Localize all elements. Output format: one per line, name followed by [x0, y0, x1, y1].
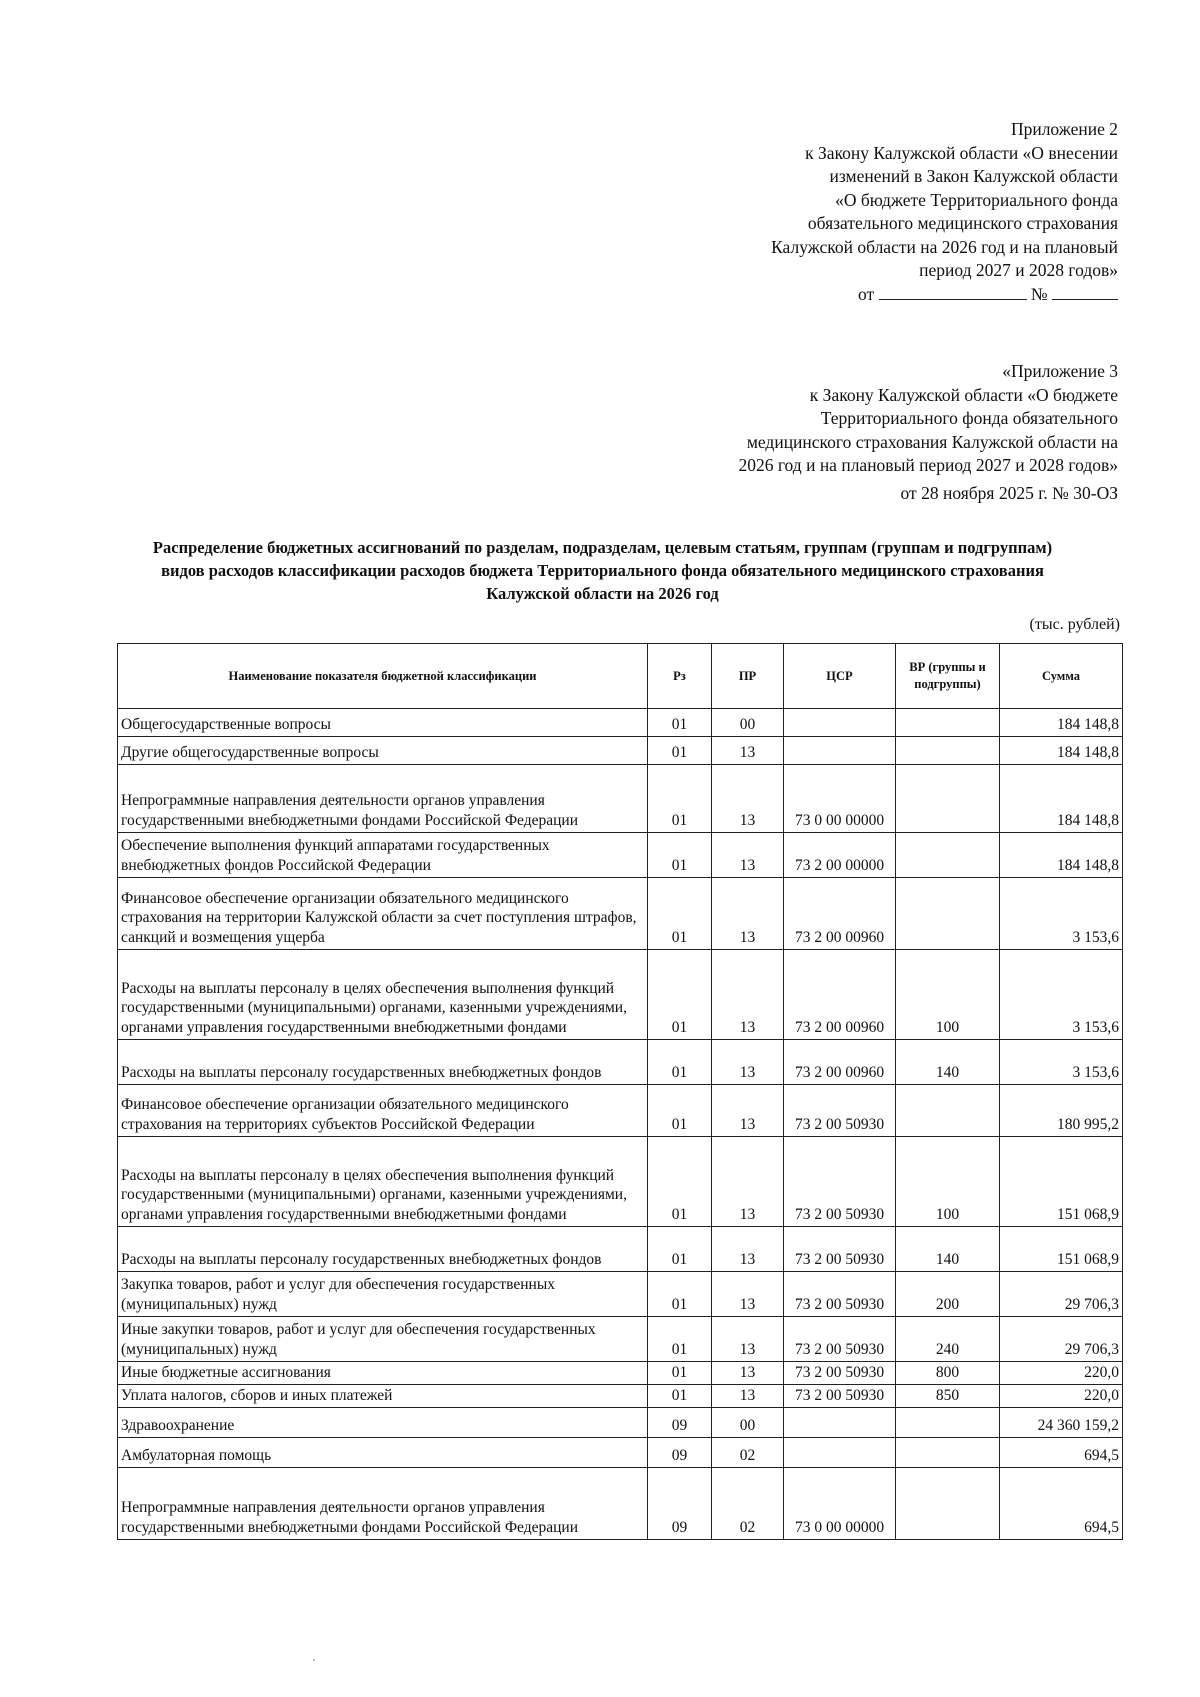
appendix-3-header [738, 360, 1118, 505]
cell-pr: 13 [712, 1362, 784, 1385]
cell-rz: 01 [648, 950, 712, 1040]
header-line: к Закону Калужской области «О бюджете [809, 384, 1118, 405]
cell-rz: 01 [648, 878, 712, 950]
from-label: от [858, 283, 875, 304]
cell-pr: 13 [712, 1137, 784, 1227]
table-row [118, 709, 1123, 737]
cell-sum: 151 068,9 [1000, 1137, 1123, 1227]
cell-sum: 3 153,6 [1000, 1040, 1123, 1085]
table-row [118, 737, 1123, 765]
date-blank [879, 287, 1027, 300]
cell-name: Здравоохранение [118, 1408, 648, 1438]
table-row [118, 1385, 1123, 1408]
cell-pr: 13 [712, 950, 784, 1040]
cell-rz: 01 [648, 1362, 712, 1385]
cell-name: Общегосударственные вопросы [118, 709, 648, 737]
number-label: № [1030, 283, 1048, 304]
cell-name: Финансовое обеспечение организации обязательного медицинского страхования на территориях субъектов Российской Федерации [118, 1085, 648, 1137]
scan-speck [313, 1659, 315, 1661]
cell-csr: 73 2 00 50930 [784, 1272, 896, 1317]
cell-name: Расходы на выплаты персоналу в целях обеспечения выполнения функций государственными (муниципальными) органами, казенными учреждениями, органами управления государственными внебюджетными фондами [118, 1137, 648, 1227]
cell-rz: 01 [648, 1317, 712, 1362]
cell-pr: 13 [712, 1272, 784, 1317]
cell-sum: 180 995,2 [1000, 1085, 1123, 1137]
cell-vr: 850 [896, 1385, 1000, 1408]
cell-name: Иные закупки товаров, работ и услуг для обеспечения государственных (муниципальных) нужд [118, 1317, 648, 1362]
cell-vr [896, 765, 1000, 833]
cell-pr: 13 [712, 737, 784, 765]
cell-name: Расходы на выплаты персоналу государственных внебюджетных фондов [118, 1227, 648, 1272]
cell-csr: 73 2 00 50930 [784, 1317, 896, 1362]
cell-vr [896, 709, 1000, 737]
cell-name: Иные бюджетные ассигнования [118, 1362, 648, 1385]
header-line: «Приложение 3 [1002, 361, 1118, 381]
cell-sum: 3 153,6 [1000, 878, 1123, 950]
table-row [118, 1040, 1123, 1085]
header-line: «О бюджете Территориального фонда [835, 189, 1118, 210]
cell-vr [896, 1408, 1000, 1438]
cell-pr: 13 [712, 1085, 784, 1137]
header-line: изменений в Закон Калужской области [829, 166, 1118, 186]
cell-rz: 01 [648, 765, 712, 833]
cell-csr: 73 0 00 00000 [784, 1468, 896, 1540]
cell-csr: 73 2 00 00960 [784, 950, 896, 1040]
cell-rz: 01 [648, 1040, 712, 1085]
table-row [118, 833, 1123, 878]
cell-pr: 13 [712, 1040, 784, 1085]
cell-sum: 184 148,8 [1000, 709, 1123, 737]
cell-vr: 100 [896, 950, 1000, 1040]
cell-vr [896, 878, 1000, 950]
cell-sum: 151 068,9 [1000, 1227, 1123, 1272]
cell-csr: 73 2 00 50930 [784, 1085, 896, 1137]
number-blank [1052, 287, 1118, 300]
cell-pr: 02 [712, 1438, 784, 1468]
cell-pr: 00 [712, 1408, 784, 1438]
cell-csr: 73 2 00 00000 [784, 833, 896, 878]
cell-pr: 00 [712, 709, 784, 737]
cell-sum: 29 706,3 [1000, 1317, 1123, 1362]
cell-csr: 73 2 00 50930 [784, 1385, 896, 1408]
cell-sum: 3 153,6 [1000, 950, 1123, 1040]
cell-rz: 01 [648, 737, 712, 765]
cell-csr [784, 1408, 896, 1438]
table-row [118, 765, 1123, 833]
cell-vr: 140 [896, 1040, 1000, 1085]
header-line: медицинского страхования Калужской области на [746, 431, 1118, 452]
cell-rz: 09 [648, 1438, 712, 1468]
cell-csr: 73 2 00 00960 [784, 1040, 896, 1085]
header-line: Приложение 2 [1010, 119, 1118, 139]
header-line: Территориального фонда обязательного [820, 408, 1118, 428]
cell-sum: 184 148,8 [1000, 737, 1123, 765]
cell-pr: 13 [712, 1385, 784, 1408]
cell-name: Амбулаторная помощь [118, 1438, 648, 1468]
cell-rz: 09 [648, 1408, 712, 1438]
cell-name: Непрограммные направления деятельности органов управления государственными внебюджетными фондами Российской Федерации [118, 1468, 648, 1540]
table-header-row [118, 644, 1123, 709]
table-row [118, 1408, 1123, 1438]
cell-name: Закупка товаров, работ и услуг для обеспечения государственных (муниципальных) нужд [118, 1272, 648, 1317]
header-line: обязательного медицинского страхования [807, 213, 1118, 233]
cell-vr [896, 1438, 1000, 1468]
cell-name: Расходы на выплаты персоналу государственных внебюджетных фондов [118, 1040, 648, 1085]
header-line: период 2027 и 2028 годов» [919, 260, 1118, 280]
table-row [118, 1317, 1123, 1362]
cell-csr: 73 2 00 00960 [784, 878, 896, 950]
cell-pr: 13 [712, 833, 784, 878]
cell-csr: 73 0 00 00000 [784, 765, 896, 833]
cell-vr: 240 [896, 1317, 1000, 1362]
cell-name: Обеспечение выполнения функций аппаратами государственных внебюджетных фондов Российской Федерации [118, 833, 648, 878]
col-header-pr: ПР [712, 644, 784, 709]
cell-rz: 01 [648, 709, 712, 737]
cell-vr: 200 [896, 1272, 1000, 1317]
cell-csr: 73 2 00 50930 [784, 1137, 896, 1227]
cell-name: Расходы на выплаты персоналу в целях обеспечения выполнения функций государственными (муниципальными) органами, казенными учреждениями, органами управления государственными внебюджетными фондами [118, 950, 648, 1040]
cell-rz: 01 [648, 1137, 712, 1227]
table-row [118, 1468, 1123, 1540]
cell-pr: 13 [712, 878, 784, 950]
date-number-line [771, 283, 1118, 307]
cell-sum: 24 360 159,2 [1000, 1408, 1123, 1438]
cell-pr: 13 [712, 1317, 784, 1362]
col-header-rz: Рз [648, 644, 712, 709]
cell-vr: 800 [896, 1362, 1000, 1385]
cell-rz: 01 [648, 1385, 712, 1408]
cell-sum: 220,0 [1000, 1385, 1123, 1408]
cell-vr [896, 833, 1000, 878]
col-header-name: Наименование показателя бюджетной классификации [118, 644, 648, 709]
cell-csr: 73 2 00 50930 [784, 1362, 896, 1385]
cell-rz: 09 [648, 1468, 712, 1540]
cell-rz: 01 [648, 1227, 712, 1272]
cell-pr: 02 [712, 1468, 784, 1540]
header-line: к Закону Калужской области «О внесении [805, 142, 1118, 163]
cell-sum: 29 706,3 [1000, 1272, 1123, 1317]
table-row [118, 1227, 1123, 1272]
cell-vr: 140 [896, 1227, 1000, 1272]
units-label: (тыс. рублей) [1029, 616, 1120, 633]
header-line: Калужской области на 2026 год и на плановый [771, 236, 1118, 257]
table-row [118, 1137, 1123, 1227]
table-row [118, 1438, 1123, 1468]
header-line: от 28 ноября 2025 г. № 30-ОЗ [900, 482, 1118, 503]
cell-sum: 694,5 [1000, 1438, 1123, 1468]
cell-rz: 01 [648, 1085, 712, 1137]
cell-csr [784, 737, 896, 765]
cell-pr: 13 [712, 1227, 784, 1272]
table-row [118, 950, 1123, 1040]
header-line: 2026 год и на плановый период 2027 и 2028 годов» [738, 455, 1118, 475]
cell-name: Другие общегосударственные вопросы [118, 737, 648, 765]
table-row [118, 878, 1123, 950]
table-row [118, 1272, 1123, 1317]
cell-name: Непрограммные направления деятельности органов управления государственными внебюджетными фондами Российской Федерации [118, 765, 648, 833]
cell-csr [784, 1438, 896, 1468]
cell-vr [896, 737, 1000, 765]
cell-sum: 220,0 [1000, 1362, 1123, 1385]
cell-sum: 184 148,8 [1000, 765, 1123, 833]
cell-name: Финансовое обеспечение организации обязательного медицинского страхования на территории Калужской области за счет поступления штрафов, санкций и возмещения ущерба [118, 878, 648, 950]
cell-pr: 13 [712, 765, 784, 833]
cell-vr [896, 1468, 1000, 1540]
table-row [118, 1085, 1123, 1137]
col-header-sum: Сумма [1000, 644, 1123, 709]
cell-sum: 184 148,8 [1000, 833, 1123, 878]
cell-vr [896, 1085, 1000, 1137]
cell-csr: 73 2 00 50930 [784, 1227, 896, 1272]
appendix-2-header [771, 118, 1118, 306]
table-body [118, 709, 1123, 1540]
cell-sum: 694,5 [1000, 1468, 1123, 1540]
cell-rz: 01 [648, 833, 712, 878]
cell-csr [784, 709, 896, 737]
col-header-csr: ЦСР [784, 644, 896, 709]
cell-rz: 01 [648, 1272, 712, 1317]
cell-vr: 100 [896, 1137, 1000, 1227]
budget-table [117, 643, 1123, 1540]
cell-name: Уплата налогов, сборов и иных платежей [118, 1385, 648, 1408]
table-row [118, 1362, 1123, 1385]
col-header-vr: ВР (группы и подгруппы) [896, 644, 1000, 709]
document-title: Распределение бюджетных ассигнований по разделам, подразделам, целевым статьям, группам (группам и подгруппам) видов расходов классификации расходов бюджета Территориального фонда обязательного медицинского страхования Калужской области на 2026 год [152, 538, 1053, 603]
